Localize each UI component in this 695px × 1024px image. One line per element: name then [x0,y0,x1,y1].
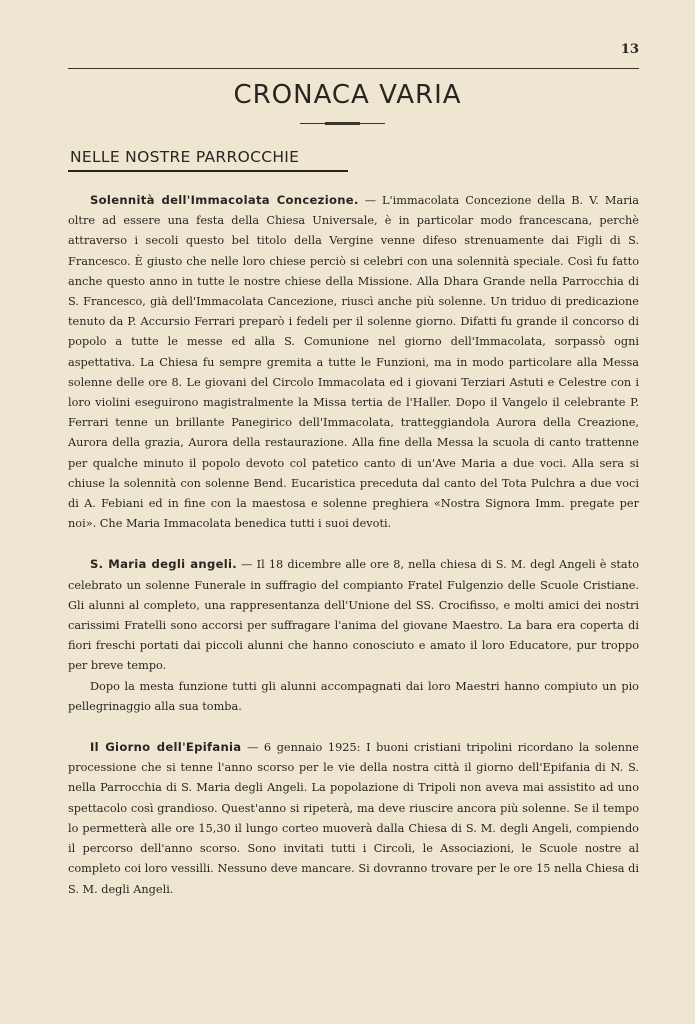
article-santa-maria [68,554,639,676]
article-text: — L'immacolata Concezione della B. V. Maria oltre ad essere una festa della Chiesa Universale, è in particolar modo francescana, perchè attraverso i secoli questo bel titolo della Vergine venne difeso strenuamente dai Figli di S. Francesco. È giusto che nelle loro chiese perciò si celebri con una solennità speciale. Così fu fatto anche questo anno in tutte le nostre chiese della Missione. Alla Dhara Grande nella Parrocchia di S. Francesco, già dell'Immacolata Cancezione, riuscì anche più solenne. Un triduo di predicazione tenuto da P. Accursio Ferrari preparò i fedeli per il solenne giorno. Difatti fu grande il concorso di popolo a tutte le messe ed alla S. Comunione nel giorno dell'Immacolata, sorpassò ogni aspettativa. La Chiesa fu sempre gremita a tutte le Funzioni, ma in modo particolare alla Messa solenne delle ore 8. Le giovani del Circolo Immacolata ed i giovani Terziari Astuti e Celestre con i loro violini eseguirono magistralmente la Missa tertia de l'Haller. Dopo il Vangelo il celebrante P. Ferrari tenne un brillante Panegirico dell'Immacolata, tratteggiandola Aurora della Creazione, Aurora della grazia, Aurora della restaurazione. Alla fine della Messa la scuola di canto trattenne per qualche minuto il popolo devoto col patetico canto di un'Ave Maria a due voci. Alla sera si chiuse la solennità con solenne Bend. Eucaristica preceduta dal canto del Tota Pulchra a due voci di A. Febiani ed in fine con la maestosa e solenne preghiera «Nostra Signora Imm. pregate per noi». Che Maria Immacolata benedica tutti i suoi devoti. [68,194,639,531]
article-text: — 6 gennaio 1925: I buoni cristiani tripolini ricordano la solenne processione che si tenne l'anno scorso per le vie della nostra città il giorno dell'Epifania di N. S. nella Parrocchia di S. Maria degli Angeli. La popolazione di Tripoli non aveva mai assistito ad uno spettacolo così grandioso. Quest'anno si ripeterà, ma deve riuscire ancora più solenne. Se il tempo lo permetterà alle ore 15,30 il lungo corteo muoverà dalla Chiesa di S. M. degli Angeli, compiendo il percorso dell'anno scorso. Sono invitati tutti i Circoli, le Associazioni, le Scuole nostre al completo coi loro vessilli. Nessuno deve mancare. Si dovranno trovare per le ore 15 nella Chiesa di S. M. degli Angeli. [68,741,639,896]
page-number: 13 [620,42,639,57]
article-heading: Solennità dell'Immacolata Concezione. [90,193,359,207]
article-santa-maria-continued: Dopo la mesta funzione tutti gli alunni accompagnati dai loro Maestri hanno compiuto un pio pellegrinaggio alla sua tomba. [68,679,639,713]
subsection-underline [68,170,348,172]
article-text: — Il 18 dicembre alle ore 8, nella chiesa di S. M. degl Angeli è stato celebrato un solenne Funerale in suffragio del compianto Fratel Fulgenzio delle Scuole Cristiane. Gli alunni al completo, una rappresentanza dell'Unione del SS. Crocifisso, e molti amici dei nostri carissimi Fratelli sono accorsi per suffragare l'anima del giovane Maestro. La bara era coperta di fiori freschi portati dai piccoli alunni che hanno conosciuto e amato il loro Educatore, pur troppo per breve tempo. [68,558,640,673]
article-body [68,190,639,900]
title-ornament [300,122,385,126]
article-epifania [68,737,639,900]
article-heading: Il Giorno dell'Epifania [90,740,242,755]
section-title: CRONACA VARIA [233,80,462,110]
header-rule [68,68,639,69]
article-immacolata [68,190,639,534]
article-heading: S. Maria degli angeli. [90,557,238,572]
subsection-title: NELLE NOSTRE PARROCCHIE [70,148,300,166]
